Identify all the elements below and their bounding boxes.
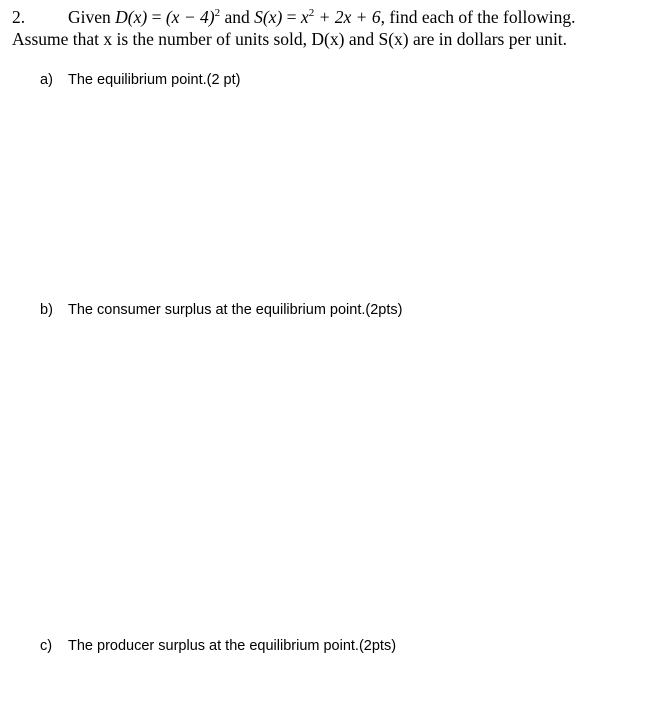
part-b-label: b) [40,302,53,318]
part-a [40,72,240,88]
part-b [40,302,402,318]
problem-number: 2. [12,7,26,27]
demand-function-base: (x − 4) [165,7,215,27]
supply-rest-terms: + 2x + 6 [318,7,381,27]
demand-exponent: 2 [214,7,221,19]
equals-sign: = [151,7,162,27]
problem-line-2: Assume that x is the number of units sold, D(x) and S(x) are in dollars per unit. [12,29,568,49]
problem-line-1 [12,6,658,28]
part-c [40,638,396,654]
problem-tail: , find each of the following. [380,7,576,27]
equals-sign-2: = [286,7,297,27]
part-c-text: The producer surplus at the equilibrium point.(2pts) [68,638,397,654]
problem-statement [12,6,658,50]
supply-function-name: S(x) [254,7,283,27]
demand-function-name: D(x) [115,7,148,27]
part-a-text: The equilibrium point.(2 pt) [68,72,241,88]
part-a-label: a) [40,72,53,88]
and-word: and [224,7,250,27]
supply-x-term: x [300,7,309,27]
part-b-text: The consumer surplus at the equilibrium point.(2pts) [68,302,403,318]
given-word: Given [68,7,111,27]
part-c-label: c) [40,638,53,654]
supply-exponent: 2 [308,7,315,19]
